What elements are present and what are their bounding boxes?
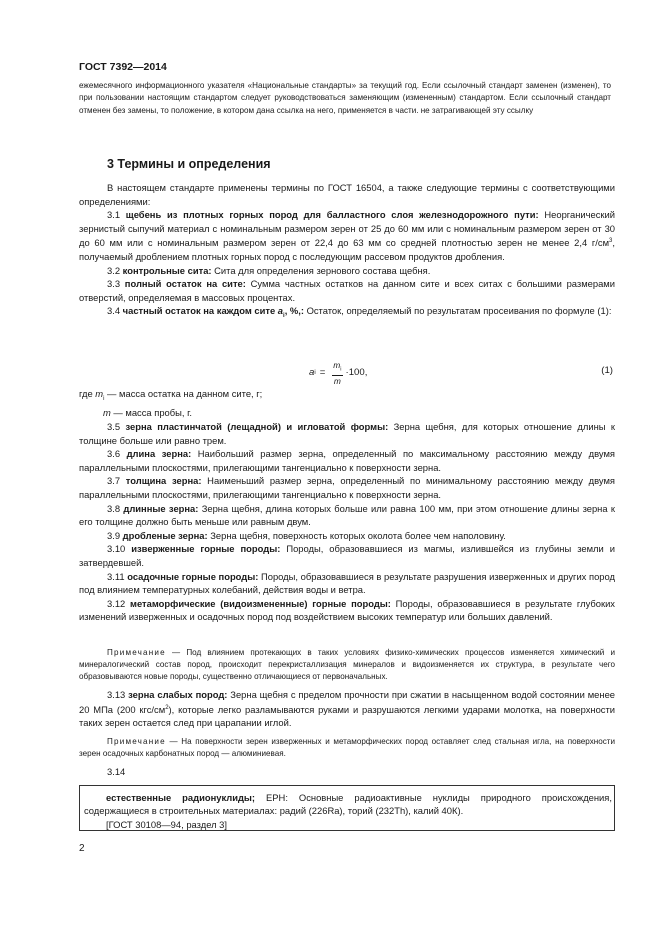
section-title: 3 Термины и определения xyxy=(107,157,271,171)
terms-block-3 xyxy=(79,688,615,730)
note-2 xyxy=(79,736,615,760)
term-3-7: 3.7 толщина зерна: Наименьший размер зерна, определенный по минимальному расстоянию между двумя параллельными плоскостями, прилегающими тангенциально к поверхности зерна. xyxy=(79,475,616,500)
note-2-text: — На поверхности зерен изверженных и метаморфических пород оставляет след стальная игла, на поверхности зерен осадочных карбонатных пород — алюминиевая. xyxy=(79,737,615,758)
term-3-8: 3.8 длинные зерна: Зерна щебня, длина которых больше или равна 100 мм, при этом отношение длины зерна к его толщине должно быть меньше или равным двум. xyxy=(79,502,616,528)
term-3-13: 3.13 зерна слабых пород: Зерна щебня с пределом прочности при сжатии в насыщенном водой состоянии менее 20 МПа (200 кгс/$см^2$), которые легко разламываются руками и разрушаются легкими ударами молотка, на поверхности таких зерен остается след при царапании иглой. xyxy=(79,689,616,729)
term-3-6: 3.6 длина зерна: Наибольший размер зерна, определенный по максимальному расстоянию между двумя параллельными плоскостями, прилегающими тангенциально к поверхности зерна. xyxy=(79,448,615,473)
term-3-14-term: естественные радионуклиды; xyxy=(106,792,256,803)
terms-block-1 xyxy=(79,181,615,324)
formula-1 xyxy=(79,356,615,386)
formula-expression: a i = $\frac{m_i}{m}$ ·100, xyxy=(309,360,368,386)
term-3-14-def: ЕРН: Основные радиоактивные нуклиды природного происхождения, содержащиеся в строительных материалах: радий (226Ra), торий (232Th), калий 40К). xyxy=(84,792,612,817)
term-3-5: 3.5 зерна пластинчатой (лещадной) и игловатой формы: Зерна щебня, для которых отношение длины к толщине больше или равно трем. xyxy=(79,421,615,446)
term-3-11: 3.11 осадочные горные породы: Породы, образовавшиеся в результате разрушения изверженных и других пород под влиянием температурных колебаний, действия воды и ветра. xyxy=(79,570,615,596)
term-3-3: 3.3 полный остаток на сите: Сумма частных остатков на данном сите и всех ситах с большими размерами отверстий, определяемая в массовых процентах. xyxy=(79,278,615,303)
note-1 xyxy=(79,647,615,682)
legend-row-m: m — масса пробы, г. xyxy=(103,407,192,419)
note-1-text: — Под влиянием протекающих в таких условиях физико-химических процессов изменяется химический и минералогический состав пород, происходит перекристаллизация минералов и видоизменяется их структура, в результате чего образовываются новые породы, существенно отличающиеся от первоначальных. xyxy=(79,648,615,681)
terms-block-2 xyxy=(79,420,615,624)
term-3-4: 3.4 частный остаток на каждом сите $a_i$, %,: Остаток, определяемый по результатам просеивания по формуле (1): xyxy=(107,305,612,320)
term-3-2: 3.2 контрольные сита: Сита для определения зернового состава щебня. xyxy=(107,264,431,276)
term-3-9: 3.9 дробленые зерна: Зерна щебня, поверхность которых околота более чем наполовину. xyxy=(107,529,506,541)
term-3-14-ref: [ГОСТ 30108—94, раздел 3] xyxy=(106,818,227,830)
term-3-10: 3.10 изверженные горные породы: Породы, образовавшиеся из магмы, излившейся из глубины земли и затвердевшей. xyxy=(79,543,615,568)
term-3-14-number: 3.14 xyxy=(107,766,126,777)
term-3-1: 3.1 щебень из плотных горных пород для балластного слоя железнодорожного пути: Неорганический зернистый сыпучий материал с номинальным размером зерен от 25 до 60 мм или с номинальным размером зерен от 30 до 60 мм или с номинальным размером зерен от 22,4 до 63 мм со средней плотностью зерен не менее 2,4 $г/см^3$, получаемый дроблением плотных горных пород с последующим рассевом продуктов дробления. xyxy=(79,209,615,263)
term-3-12: 3.12 метаморфические (видоизмененные) горные породы: Породы, образовавшиеся в результате глубоких изменений изверженных и осадочных пород под воздействием высоких температур или больших давлений. xyxy=(79,597,615,623)
legend-row-mi: где $m_i$ — масса остатка на данном сите, г; xyxy=(79,388,263,402)
reference-note: ежемесячного информационного указателя «Национальные стандарты» за текущий год. Если ссылочный стандарт заменен (изменен), то при пользовании настоящим стандартом следует руководствоваться заменяющим (измененным) стандартом. Если ссылочный стандарт отменен без замены, то положение, в котором дана ссылка на него, применяется в части. не затрагивающей эту ссылку xyxy=(79,81,611,115)
term-3-14 xyxy=(84,791,612,831)
note-1-label: Примечание xyxy=(107,648,166,657)
formula-legend xyxy=(79,387,262,420)
note-2-label: Примечание xyxy=(107,737,166,746)
formula-number: (1) xyxy=(601,365,613,376)
section-intro: В настоящем стандарте применены термины по ГОСТ 16504, а также следующие термины с соответствующими определениями: xyxy=(79,182,615,207)
formula-fraction: $\frac{m_i}{m}$ xyxy=(333,360,342,386)
page-number: 2 xyxy=(79,843,85,854)
document-header: ГОСТ 7392—2014 xyxy=(79,61,167,73)
